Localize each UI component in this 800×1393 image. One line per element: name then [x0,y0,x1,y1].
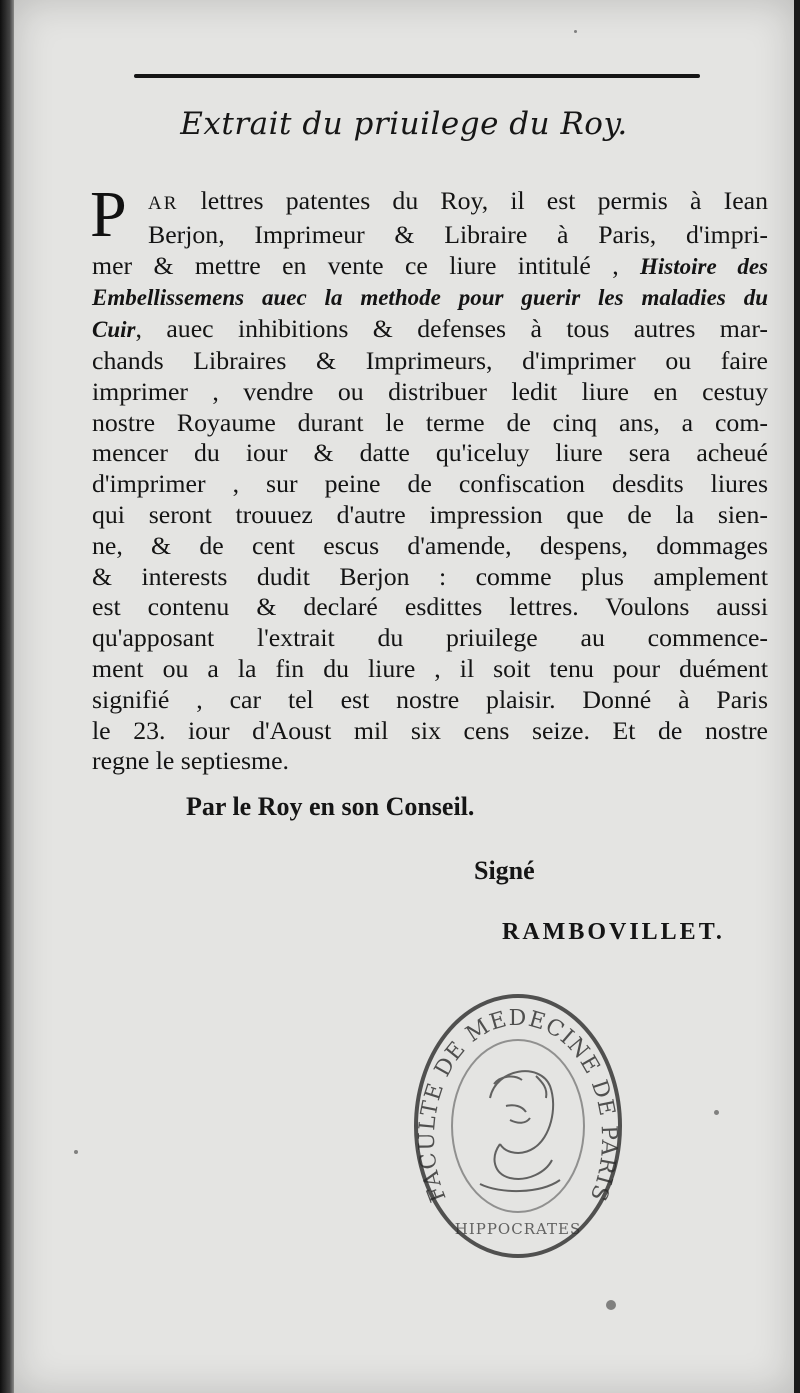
paper-speck [574,30,577,33]
library-stamp [410,988,626,1264]
paper-speck [74,1150,78,1154]
stamp-bottom-text: HIPPOCRATES [454,1220,582,1238]
text-line: mencer du iour & datte qu'iceluy liure sera acheué [92,438,768,468]
text-line: Embellissemens auec la methode pour guerir les maladies du [92,285,768,311]
stamp-outer-ring [416,996,620,1256]
book-page [14,0,794,1393]
text-line: regne le septiesme. [92,746,289,776]
text-line: ment ou a la fin du liure , il soit tenu pour duément [92,653,768,683]
text-line: Cuir, auec inhibitions & defenses à tous autres mar- [92,314,768,344]
privilege-text [90,178,768,777]
text-line: qu'apposant l'extrait du priuilege au commence- [92,623,768,653]
text-line: le 23. iour d'Aoust mil six cens seize. Et de nostre [92,715,768,745]
drop-cap: P [90,178,127,251]
text-line: signifié , car tel est nostre plaisir. Donné à Paris [92,684,768,714]
signatory-name: RAMBOVILLET. [502,919,725,945]
text-line: mer & mettre en vente ce liure intitulé , Histoire des [92,250,768,280]
signed-label: Signé [474,856,535,885]
closing-formula: Par le Roy en son Conseil. [186,792,475,821]
text-line: ne, & de cent escus d'amende, despens, dommages [92,530,768,560]
paper-speck [606,1300,616,1310]
text-line: & interests dudit Berjon : comme plus amplement [92,561,768,591]
paper-speck [714,1110,719,1115]
text-line: Berjon, Imprimeur & Libraire à Paris, d'impri- [148,219,768,249]
header-rule [134,74,700,78]
text-line: qui seront trouuez d'autre impression que de la sien- [92,499,768,529]
text-line: nostre Royaume durant le terme de cinq ans, a com- [92,407,768,437]
page-gutter-shadow [0,0,14,1393]
stamp-arc-text: FACULTE DE MEDECINE DE PARIS [414,1005,622,1206]
hippocrates-portrait [480,1071,560,1191]
text-line: est contenu & declaré esdittes lettres. Voulons aussi [92,592,768,622]
text-line: AR lettres patentes du Roy, il est permis à Iean [148,186,768,215]
text-line: d'imprimer , sur peine de confiscation desdits liures [92,469,768,499]
page-title: Extrait du priuilege du Roy. [180,106,628,142]
stamp-inner-ring [452,1040,584,1212]
text-line: imprimer , vendre ou distribuer ledit liure en cestuy [92,376,768,406]
text-line: chands Libraires & Imprimeurs, d'imprimer ou faire [92,345,768,375]
